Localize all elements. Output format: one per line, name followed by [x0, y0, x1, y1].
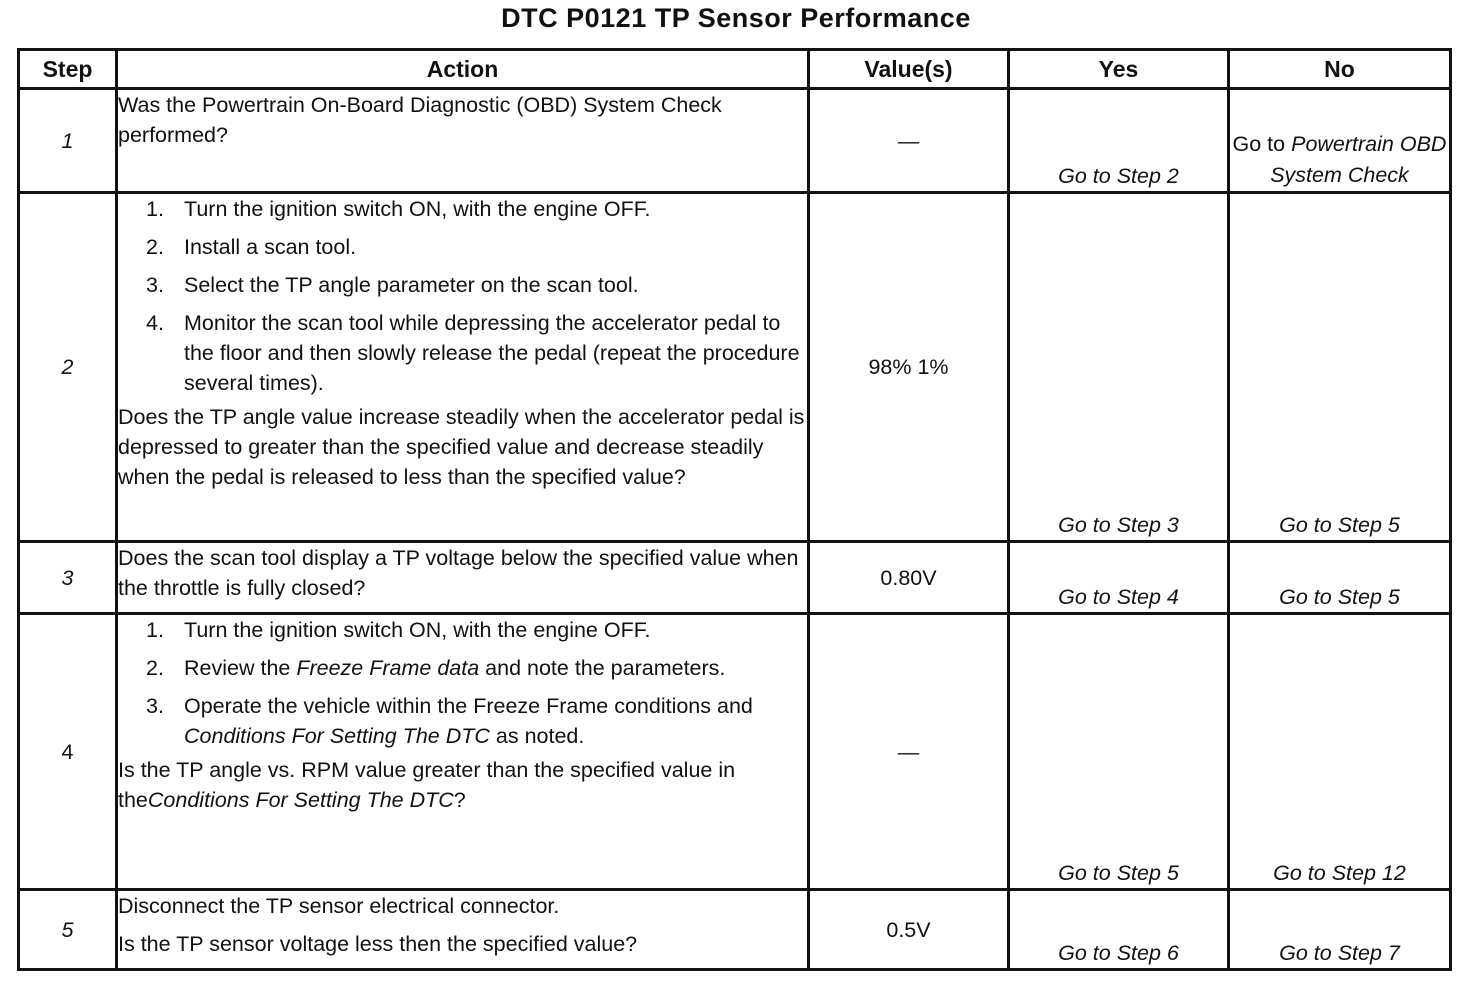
step-number: 3	[19, 542, 117, 614]
action-question: Was the Powertrain On-Board Diagnostic (OBD) System Check performed?	[118, 93, 722, 147]
value-cell: 98% 1%	[809, 193, 1009, 542]
page-title: DTC P0121 TP Sensor Performance	[501, 3, 971, 33]
action-cell	[117, 542, 809, 614]
yes-cell: Go to Step 3	[1009, 193, 1229, 542]
action-question: Is the TP angle vs. RPM value greater than the specified value in theConditions For Setting The DTC?	[118, 758, 736, 812]
no-link: Powertrain OBD System Check	[1270, 132, 1447, 187]
step-number: 1	[19, 89, 117, 193]
header-yes: Yes	[1009, 50, 1229, 89]
list-item: 2. Install a scan tool.	[146, 235, 357, 259]
table-row	[19, 89, 1451, 193]
no-cell: Go to Step 5	[1229, 193, 1451, 542]
value-cell: 0.5V	[809, 890, 1009, 970]
yes-cell: Go to Step 4	[1009, 542, 1229, 614]
value-cell: —	[809, 614, 1009, 890]
no-cell: Go to Step 5	[1229, 542, 1451, 614]
diagnostic-table	[17, 48, 1452, 971]
header-no: No	[1229, 50, 1451, 89]
no-cell: Go to Step 12	[1229, 614, 1451, 890]
yes-cell: Go to Step 5	[1009, 614, 1229, 890]
header-step: Step	[19, 50, 117, 89]
header-value: Value(s)	[809, 50, 1009, 89]
procedure-list	[118, 194, 807, 398]
table-row	[19, 542, 1451, 614]
action-instruction: Disconnect the TP sensor electrical connector.	[118, 894, 560, 918]
procedure-list	[118, 615, 807, 751]
table-header-row	[19, 50, 1451, 89]
no-prefix: Go to	[1232, 132, 1286, 156]
value-cell: 0.80V	[809, 542, 1009, 614]
action-cell	[117, 890, 809, 970]
list-item: 3. Operate the vehicle within the Freeze Frame conditions and Conditions For Setting The DTC as noted.	[146, 694, 753, 748]
list-item: 3. Select the TP angle parameter on the scan tool.	[146, 273, 639, 297]
step-number: 2	[19, 193, 117, 542]
yes-cell: Go to Step 6	[1009, 890, 1229, 970]
action-question: Is the TP sensor voltage less then the specified value?	[118, 932, 638, 956]
no-cell: Go to Step 7	[1229, 890, 1451, 970]
action-cell	[117, 614, 809, 890]
no-cell	[1229, 89, 1451, 193]
value-cell: —	[809, 89, 1009, 193]
step-number: 5	[19, 890, 117, 970]
step-number: 4	[19, 614, 117, 890]
table-row	[19, 614, 1451, 890]
yes-cell: Go to Step 2	[1009, 89, 1229, 193]
list-item: 4. Monitor the scan tool while depressing the accelerator pedal to the floor and then slowly release the pedal (repeat the procedure several times).	[146, 311, 800, 395]
list-item: 2. Review the Freeze Frame data and note the parameters.	[146, 656, 726, 680]
header-action: Action	[117, 50, 809, 89]
table-row	[19, 890, 1451, 970]
action-question: Does the TP angle value increase steadily when the accelerator pedal is depressed to greater than the specified value and decrease steadily when the pedal is released to less than the specified value?	[118, 405, 805, 489]
action-cell	[117, 193, 809, 542]
action-cell	[117, 89, 809, 193]
list-item: 1. Turn the ignition switch ON, with the engine OFF.	[146, 618, 651, 642]
table-row	[19, 193, 1451, 542]
action-question: Does the scan tool display a TP voltage below the specified value when the throttle is fully closed?	[118, 546, 799, 600]
list-item: 1. Turn the ignition switch ON, with the engine OFF.	[146, 197, 651, 221]
